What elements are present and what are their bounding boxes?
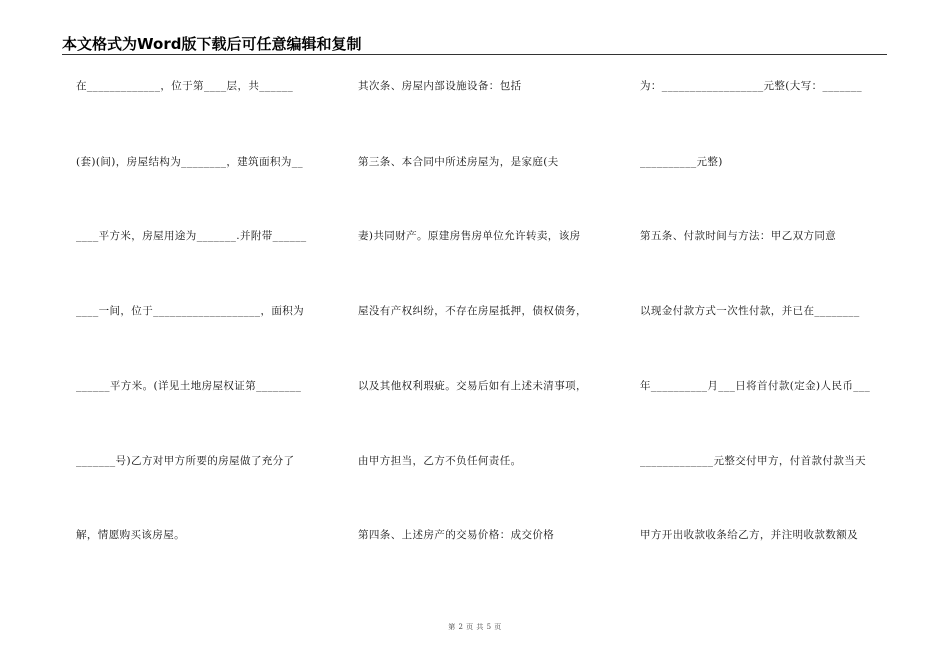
- text-line: 在_____________，位于第____层，共______: [76, 80, 294, 92]
- text-line: 由甲方担当，乙方不负任何责任。: [358, 455, 522, 467]
- text-line: 解，情愿购买该房屋。: [76, 529, 185, 541]
- text-line: ______平方米。(详见土地房屋权证第________: [76, 380, 302, 392]
- text-line: (套)(间)，房屋结构为________，建筑面积为__: [76, 156, 304, 168]
- text-line: ____一间，位于___________________，面积为: [76, 305, 305, 317]
- text-column-1: [76, 0, 326, 600]
- text-line: 年__________月___日将首付款(定金)人民币___: [640, 380, 871, 392]
- text-line: 屋没有产权纠纷，不存在房屋抵押，债权债务，: [358, 305, 587, 317]
- text-line: 以及其他权利瑕疵。交易后如有上述未清事项，: [358, 380, 587, 392]
- text-column-3: [640, 0, 890, 600]
- text-line: 妻)共同财产。原建房售房单位允许转卖，该房: [358, 230, 581, 242]
- text-line: _____________元整交付甲方，付首款付款当天: [640, 455, 867, 467]
- text-line: 第四条、上述房产的交易价格：成交价格: [358, 529, 555, 541]
- text-line: 为：__________________元整(大写：_______: [640, 80, 863, 92]
- text-line: _______号)乙方对甲方所要的房屋做了充分了: [76, 455, 295, 467]
- text-column-2: [358, 0, 618, 600]
- text-line: ____平方米，房屋用途为_______.并附带______: [76, 230, 307, 242]
- text-line: 第五条、付款时间与方法：甲乙双方同意: [640, 230, 837, 242]
- text-line: 第三条、本合同中所述房屋为，是家庭(夫: [358, 156, 559, 168]
- document-header-title: 本文格式为Word版下载后可任意编辑和复制: [62, 35, 362, 53]
- text-line: __________元整): [640, 156, 723, 168]
- text-line: 以现金付款方式一次性付款，并已在________: [640, 305, 860, 317]
- text-line: 其次条、房屋内部设施设备：包括: [358, 80, 522, 92]
- page-number-footer: 第 2 页 共 5 页: [448, 623, 502, 631]
- text-line: 甲方开出收款收条给乙方，并注明收款数额及: [640, 529, 858, 541]
